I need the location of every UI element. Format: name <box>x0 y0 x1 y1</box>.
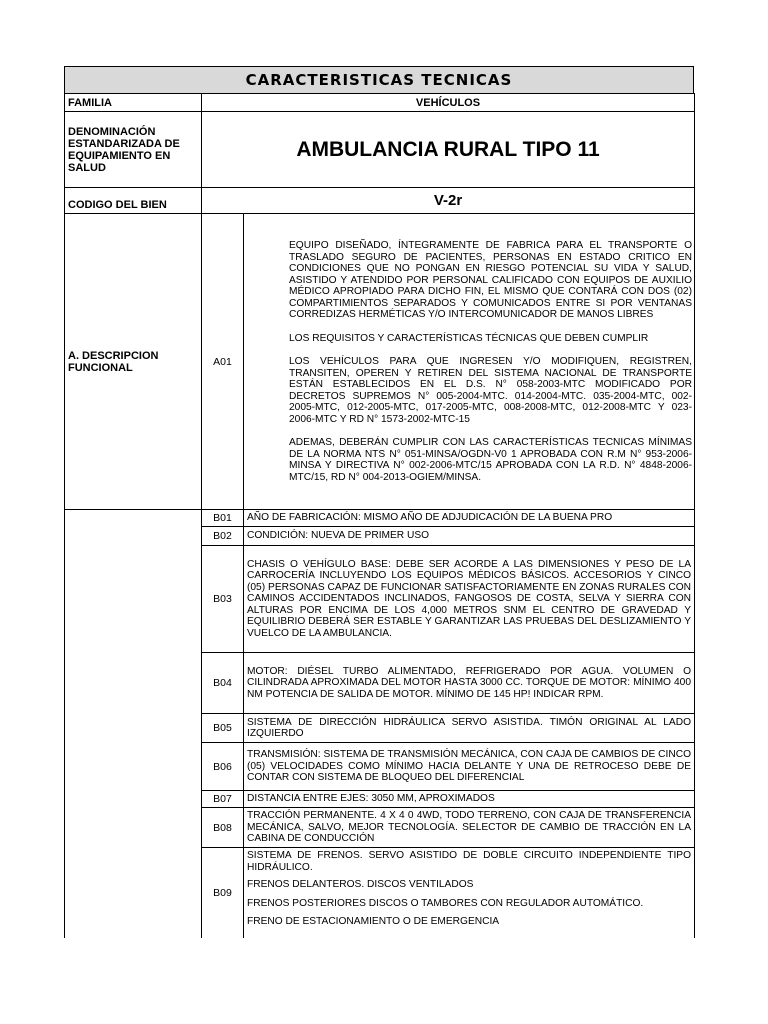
item-code: B02 <box>202 527 244 546</box>
item-code: B06 <box>202 743 244 791</box>
item-code: B03 <box>202 546 244 653</box>
item-code: B07 <box>202 791 244 808</box>
b09-line: FRENOS POSTERIORES DISCOS O TAMBORES CON REGULADOR AUTOMÁTICO. <box>247 897 644 909</box>
spec-sheet <box>64 66 694 938</box>
denominacion-value: AMBULANCIA RURAL TIPO 11 <box>202 112 695 188</box>
item-code: B05 <box>202 714 244 743</box>
item-text: CHASIS O VEHÍGULO BASE: DEBE SER ACORDE A LAS DIMENSIONES Y PESO DE LA CARROCERÍA INCLUYENDO LOS EQUIPOS MÉDICOS BÁSICOS. ACCESORIOS Y CINCO (05) PERSONAS CAPAZ DE FUNCIONAR SATISFACTORIAMENTE EN ZONAS RURALES CON CAMINOS ACCIDENTADOS INCLINADOS, FANGOSOS DE COSTA, SELVA Y SIERRA CON ALTURAS POR ENCIMA DE LOS 4,000 METROS SNM EL CENTRO DE GRAVEDAD Y EQUILIBRIO DEBERÁ SER ESTABLE Y GARANTIZAR LAS PRUEBAS DEL DESLIZAMIENTO Y VUELCO DE LA AMBULANCIA. <box>244 546 695 653</box>
descripcion-p4: ADEMAS, DEBERÁN CUMPLIR CON LAS CARACTERÍSTICAS TECNICAS MÍNIMAS DE LA NORMA NTS N° 051-MINSA/OGDN-V0 1 APROBADA CON R.M N° 953-2006-MINSA Y DIRECTIVA N° 002-2006-MTC/15 APROBADA CON LA R.D. N° 4848-2006-MTC/15, RD N° 004-2013-OGIEM/MINSA. <box>289 437 692 483</box>
item-code: B08 <box>202 808 244 848</box>
section-b-label <box>65 510 202 938</box>
familia-value: VEHÍCULOS <box>202 94 695 112</box>
descripcion-p2: LOS REQUISITOS Y CARACTERÍSTICAS TÉCNICAS QUE DEBEN CUMPLIR <box>289 332 649 344</box>
item-text: DISTANCIA ENTRE EJES: 3050 MM, APROXIMADOS <box>244 791 695 808</box>
item-text: TRACCIÓN PERMANENTE. 4 X 4 0 4WD, TODO TERRENO, CON CAJA DE TRANSFERENCIA MECÁNICA, SALVO, MEJOR TECNOLOGÍA. SELECTOR DE CAMBIO DE TRACCIÓN EN LA CABINA DE CONDUCCIÓN <box>244 808 695 848</box>
codigo-value: V-2r <box>202 188 695 214</box>
item-text: SISTEMA DE DIRECCIÓN HIDRÁULICA SERVO ASISTIDA. TIMÓN ORIGINAL AL LADO IZQUIERDO <box>244 714 695 743</box>
item-text <box>244 848 695 938</box>
descripcion-text <box>244 214 695 510</box>
denominacion-label: DENOMINACIÓN ESTANDARIZADA DE EQUIPAMIENTO EN SALUD <box>65 112 202 188</box>
item-row-b01 <box>65 510 695 527</box>
item-text: MOTOR: DIÉSEL TURBO ALIMENTADO, REFRIGERADO POR AGUA. VOLUMEN O CILINDRADA APROXIMADA DEL MOTOR HASTA 3000 CC. TORQUE DE MOTOR: MÍNIMO 400 NM POTENCIA DE SALIDA DE MOTOR. MÍNIMO DE 145 HP! INDICAR RPM. <box>244 653 695 714</box>
item-code: B04 <box>202 653 244 714</box>
item-text: AÑO DE FABRICACIÓN: MISMO AÑO DE ADJUDICACIÓN DE LA BUENA PRO <box>244 510 695 527</box>
b09-line: SISTEMA DE FRENOS. SERVO ASISTIDO DE DOBLE CIRCUITO INDEPENDIENTE TIPO HIDRÁULICO. <box>247 850 691 873</box>
descripcion-p3: LOS VEHÍCULOS PARA QUE INGRESEN Y/O MODIFIQUEN, REGISTREN, TRANSITEN, OPEREN Y RETIREN DEL SISTEMA NACIONAL DE TRANSPORTE ESTÁN ESTABLECIDOS EN EL D.S. N° 058-2003-MTC MODIFICADO POR DECRETOS SUPREMOS N° 005-2004-MTC. 014-2004-MTC. 035-2004-MTC, 002-2005-MTC, 012-2005-MTC, 017-2005-MTC, 008-2008-MTC, 012-2008-MTC Y 023-2006-MTC Y RD N° 1573-2002-MTC-15 <box>289 356 692 425</box>
descripcion-row <box>65 214 695 510</box>
descripcion-p1: EQUIPO DISEÑADO, ÍNTEGRAMENTE DE FABRICA PARA EL TRANSPORTE O TRASLADO SEGURO DE PACIENTES, PERSONAS EN ESTADO CRITICO EN CONDICIONES QUE NO PONGAN EN RIESGO POTENCIAL SU VIDA Y SALUD, ASISTIDO Y ATENDIDO POR PERSONAL CALIFICADO CON EQUIPOS DE AUXILIO MÉDICO APROPIADO PARA DICHO FIN, EL MISMO QUE CONTARÁ CON DOS (02) COMPARTIMIENTOS SEPARADOS Y COMUNICADOS ENTRE SI POR VENTANAS CORREDIZAS HERMÉTICAS Y/O INTERCOMUNICADOR DE MANOS LIBRES <box>289 240 692 320</box>
denominacion-row <box>65 112 695 188</box>
descripcion-label: A. DESCRIPCION FUNCIONAL <box>65 214 202 510</box>
familia-label: FAMILIA <box>65 94 202 112</box>
sheet-title: CARACTERISTICAS TECNICAS <box>64 66 694 93</box>
b09-line: FRENO DE ESTACIONAMIENTO O DE EMERGENCIA <box>247 916 500 927</box>
item-code: B01 <box>202 510 244 527</box>
item-text: TRANSMISIÓN: SISTEMA DE TRANSMISIÓN MECÁNICA, CON CAJA DE CAMBIOS DE CINCO (05) VELOCIDADES COMO MÍNIMO HACIA DELANTE Y UNA DE RETROCESO DEBE DE CONTAR CON SISTEMA DE BLOQUEO DEL DIFERENCIAL <box>244 743 695 791</box>
item-text: CONDICIÓN: NUEVA DE PRIMER USO <box>244 527 695 546</box>
b09-line: FRENOS DELANTEROS. DISCOS VENTILADOS <box>247 879 474 890</box>
descripcion-code: A01 <box>202 214 244 510</box>
codigo-row <box>65 188 695 214</box>
spec-table <box>64 93 695 938</box>
item-code: B09 <box>202 848 244 938</box>
codigo-label: CODIGO DEL BIEN <box>65 188 202 214</box>
familia-row <box>65 94 695 112</box>
